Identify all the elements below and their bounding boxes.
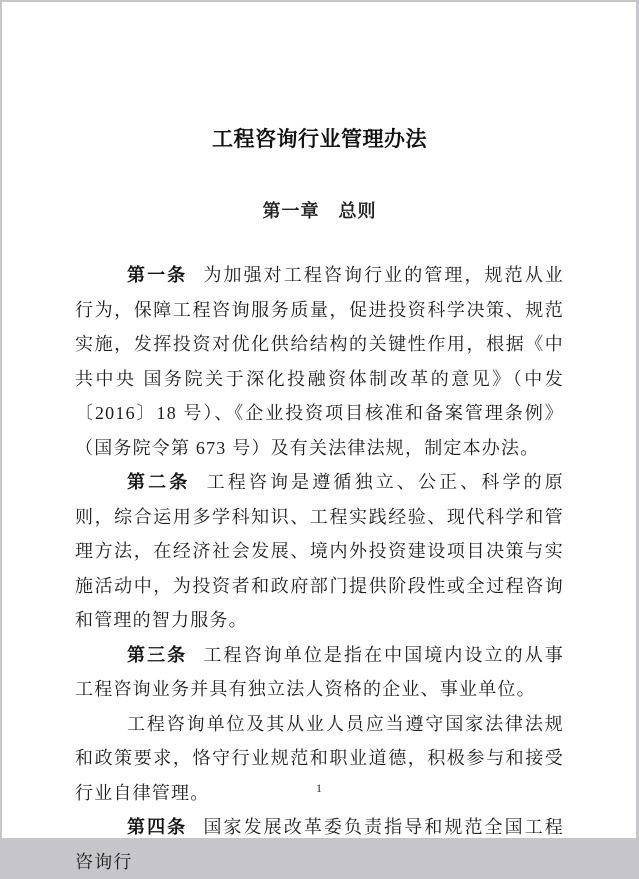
article-4-label: 第四条	[127, 817, 188, 837]
document-page	[2, 2, 636, 872]
article-1-text: 为加强对工程咨询行业的管理，规范从业行为，保障工程咨询服务质量，促进投资科学决策、规范实施，发挥投资对优化供给结构的关键性作用，根据《中共中央 国务院关于深化投融资体制改革的意见》（中发〔2016〕18 号）、《企业投资项目核准和备案管理条例》（国务院令第 673 号）及有关法律法规，制定本办法。	[75, 265, 564, 458]
article-1-label: 第一条	[127, 265, 188, 285]
article-4-paragraph	[75, 810, 564, 879]
document-title: 工程咨询行业管理办法	[212, 127, 427, 151]
article-3-paragraph	[75, 638, 564, 707]
article-2-label: 第二条	[127, 472, 191, 492]
article-3-label: 第三条	[127, 644, 188, 665]
article-3-text: 工程咨询单位是指在中国境内设立的从事工程咨询业务并具有独立法人资格的企业、事业单位。	[75, 644, 564, 699]
chapter-heading: 第一章 总则	[262, 201, 377, 221]
article-1-paragraph	[75, 258, 564, 465]
article-2-paragraph	[75, 465, 564, 638]
article-3-continuation-text: 工程咨询单位及其从业人员应当遵守国家法律法规和政策要求，恪守行业规范和职业道德，积极参与和接受行业自律管理。	[75, 713, 564, 803]
article-4-text: 国家发展改革委负责指导和规范全国工程咨询行	[75, 817, 564, 872]
article-2-text: 工程咨询是遵循独立、公正、科学的原则，综合运用多学科知识、工程实践经验、现代科学和管理方法，在经济社会发展、境内外投资建设项目决策与实施活动中，为投资者和政府部门提供阶段性或全过程咨询和管理的智力服务。	[75, 472, 564, 630]
page-number: 1	[316, 781, 322, 795]
